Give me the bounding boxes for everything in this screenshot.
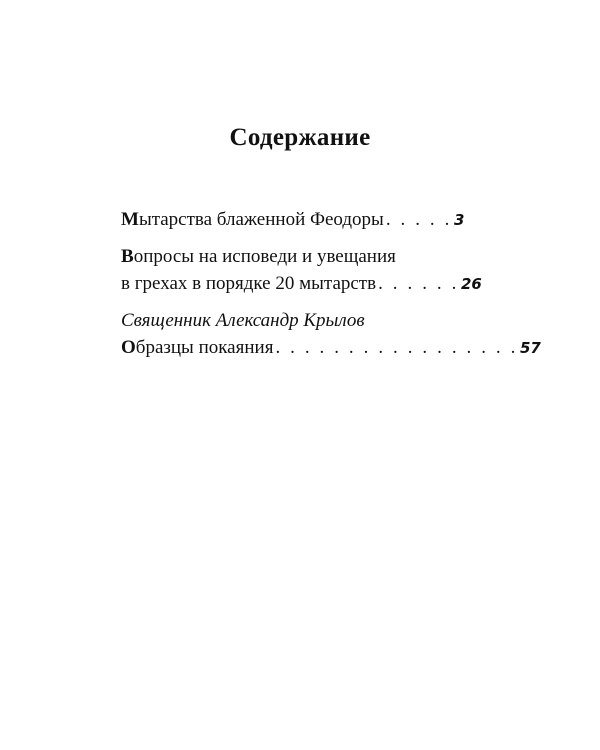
dot-leader: . . . . . . — [378, 273, 459, 294]
toc-entry-obraztsy — [121, 307, 541, 362]
entry-author: Священник Александр Крылов — [121, 310, 365, 331]
table-of-contents — [121, 206, 541, 371]
entry-title: опросы на исповеди и увещания — [133, 246, 396, 267]
toc-entry-voprosy — [121, 243, 482, 298]
dot-leader: . . . . . — [385, 209, 452, 230]
entry-title: бразцы покаяния — [135, 337, 274, 358]
toc-line — [121, 270, 482, 298]
page-number: 57 — [520, 339, 541, 357]
toc-line — [121, 206, 471, 234]
page-number: 3 — [453, 211, 465, 229]
entry-title-continued: в грехах в порядке 20 мытарств — [121, 273, 377, 294]
toc-line — [121, 334, 541, 362]
drop-letter: М — [121, 209, 139, 230]
page-number: 26 — [460, 275, 482, 293]
toc-entry-mytarstva — [121, 206, 471, 234]
toc-line — [121, 243, 471, 270]
entry-title: ытарства блаженной Феодоры — [138, 209, 384, 230]
drop-letter: О — [121, 337, 136, 358]
page-title: Содержание — [229, 124, 371, 151]
dot-leader: . . . . . . . . . . . . . . . . . — [275, 337, 518, 358]
drop-letter: В — [121, 246, 134, 267]
